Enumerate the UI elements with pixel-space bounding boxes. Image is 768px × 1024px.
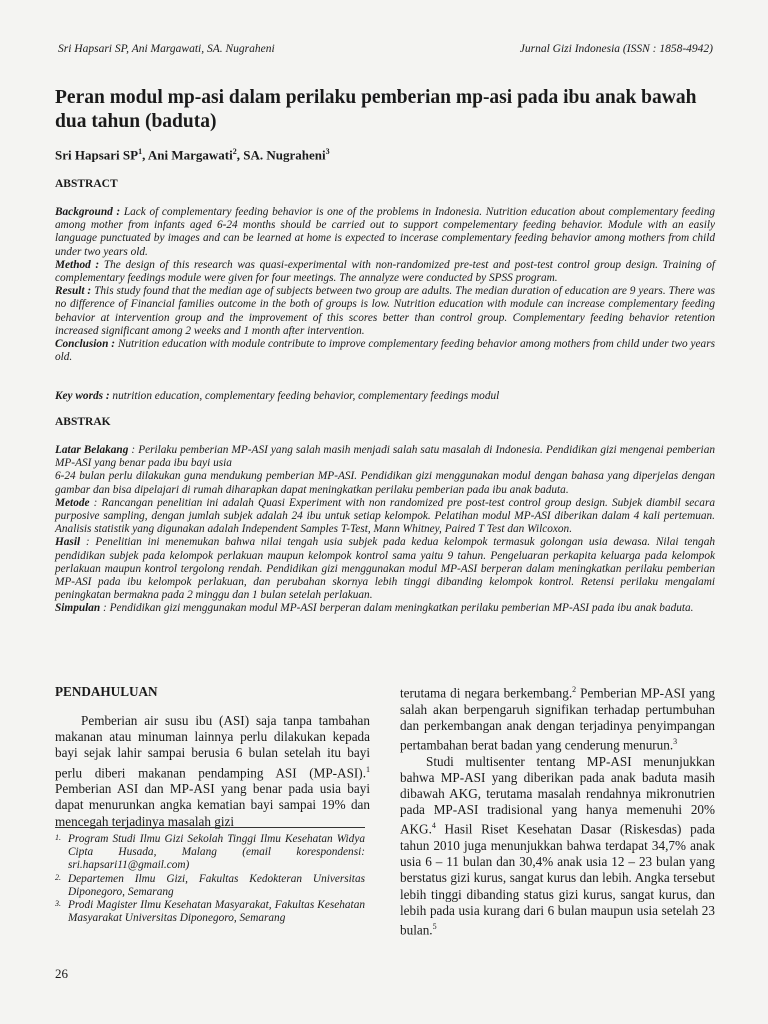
abstract-method-label: Method : [55, 258, 100, 271]
footnote [55, 899, 365, 925]
intro-text: Hasil Riset Kesehatan Dasar (Riskesdas) pada tahun 2010 juga menunjukkan bahwa terdapat 34,7% anak usia 6 – 11 bulan dan 30,4% anak usia 12 – 23 bulan yang berstatus gizi kurus, sangat kurus dan lebih. Angka tersebut lebih tinggi dibanding status gizi kurus, sangat kurus, dan lebih pada usia kurang dari 6 bulan maupun usia setelah 23 bulan. [400, 821, 715, 938]
intro-paragraph [55, 713, 370, 830]
intro-left-column [55, 713, 370, 830]
abstrak-hasil-label: Hasil [55, 536, 81, 549]
keywords-text: nutrition education, complementary feeding behavior, complementary feedings modul [109, 390, 500, 402]
intro-text: terutama di negara berkembang. [400, 685, 573, 701]
abstract-background-text: Lack of complementary feeding behavior is one of the problems in Indonesia. Nutrition education about complementary feeding among mother from infants aged 6-24 months should be carried out to support compelementary feeding behavior. Module with an easily language punctuated by images and can be learned at home is expected to incerase complementary feeding behavior among mothers from child under two years old. [55, 206, 716, 258]
footnote-divider [55, 827, 365, 828]
affiliation-footnotes [55, 833, 365, 925]
abstract-method-text: The design of this research was quasi-experimental with non-randomized pre-test and post-test control group design. Training of complementary feedings module were given for four meetings. The annalyze were conducted by SPSS program. [55, 258, 715, 285]
abstract-heading: ABSTRACT [55, 178, 118, 190]
author-name: Sri Hapsari SP [55, 147, 139, 163]
abstrak-simpulan-label: Simpulan [55, 602, 101, 615]
abstract-result [55, 285, 715, 338]
abstract-conclusion-label: Conclusion : [55, 338, 115, 351]
article-title: Peran modul mp-asi dalam perilaku pemberian mp-asi pada ibu anak bawah dua tahun (baduta) [55, 87, 697, 132]
author-name: Ani Margawati [147, 147, 233, 163]
author-separator: , [236, 147, 244, 163]
citation-mark: 3 [673, 737, 678, 746]
abstract-result-text: This study found that the median age of subjects between two group are adults. The median duration of education are 9 years. There was no difference of Financial families outcome in the both of groups is low. Nutrition education with module can increase complementary feeding behavior at intervention group and the improvement of this scores better than control group. Complementary feeding behavior retention increased significant among 2 weeks and 1 month after intervention. [55, 285, 716, 337]
abstrak-metode-label: Metode [55, 496, 90, 509]
abstrak-latar-label: Latar Belakang [55, 444, 129, 456]
abstract-background [55, 206, 715, 259]
citation-mark: 1 [366, 764, 370, 774]
abstract-conclusion-text: Nutrition education with module contribute to improve complementary feeding behavior among mothers from child under two years old. [55, 338, 715, 364]
intro-text: Pemberian air susu ibu (ASI) saja tanpa tambahan makanan atau minuman lainnya perlu dilakukan kepada bayi sejak lahir sampai berusia 6 bulan setelah itu bayi perlu diberi makanan pendamping ASI (MP-ASI). [55, 713, 370, 780]
abstract-result-label: Result : [55, 285, 92, 298]
intro-paragraph [400, 754, 715, 939]
footnote [55, 873, 365, 899]
abstract-body [55, 206, 715, 364]
citation-mark: 5 [432, 922, 437, 932]
citation-mark: 4 [431, 821, 436, 831]
intro-right-column [400, 682, 715, 939]
running-header-journal: Jurnal Gizi Indonesia (ISSN : 1858-4942) [519, 43, 713, 55]
intro-text: Pemberian ASI dan MP-ASI yang benar pada usia bayi dapat menurunkan angka kematian bayi sampai 19% dan mencegah terjadinya masalah gizi [55, 781, 370, 829]
footnote [55, 833, 365, 873]
author-affiliation-mark: 1 [138, 147, 143, 156]
abstrak-hasil [55, 536, 715, 602]
abstrak-body [55, 444, 715, 616]
author-affiliation-mark: 2 [232, 147, 237, 156]
intro-paragraph [400, 682, 715, 754]
page-number: 26 [55, 966, 68, 981]
citation-mark: 2 [572, 685, 577, 694]
author-affiliation-mark: 3 [325, 147, 330, 156]
footnote-number: 1. [55, 833, 61, 842]
section-heading-introduction: PENDAHULUAN [55, 684, 158, 699]
footnote-text: Program Studi Ilmu Gizi Sekolah Tinggi Ilmu Kesehatan Widya Cipta Husada, Malang (email korespondensi: sri.hapsari11@gmail.com) [68, 833, 365, 872]
abstract-method [55, 259, 715, 285]
running-header-authors: Sri Hapsari SP, Ani Margawati, SA. Nugraheni [58, 43, 275, 55]
keywords [55, 390, 715, 402]
abstrak-metode [55, 497, 715, 537]
footnote-text: Prodi Magister Ilmu Kesehatan Masyarakat, Fakultas Kesehatan Masyarakat Universitas Diponegoro, Semarang [68, 899, 365, 925]
abstract-background-label: Background : [55, 206, 121, 218]
abstrak-latar-text: : Perilaku pemberian MP-ASI yang salah masih menjadi salah satu masalah di Indonesia. Pendidikan gizi mengenai pemberian MP-ASI yang benar pada ibu bayi usia [55, 444, 715, 470]
abstract-conclusion [55, 338, 715, 364]
footnote-number: 3. [55, 899, 61, 909]
abstrak-simpulan-text: : Pendidikan gizi menggunakan modul MP-ASI berperan dalam meningkatkan perilaku pemberian MP-ASI pada ibu anak baduta. [100, 602, 694, 615]
keywords-label: Key words : [55, 390, 110, 402]
abstrak-latar-continued: 6-24 bulan perlu dilakukan guna mendukung pemberian MP-ASI. Pendidikan gizi menggunakan modul dengan bahasa yang diperjelas dengan gambar dan bisa dipelajari di rumah diharapkan dapat meningkatkan perilaku pemberian pada ibu anak baduta. [55, 470, 715, 496]
author-name: SA. Nugraheni [243, 147, 326, 163]
footnote-text: Departemen Ilmu Gizi, Fakultas Kedokteran Universitas Diponegoro, Semarang [68, 872, 365, 898]
abstrak-metode-text: : Rancangan penelitian ini adalah Quasi Experiment with non randomized pre post-test control group design. Subjek diambil secara purposive sampling, dengan jumlah subjek adalah 24 ibu untuk setiap kelompok. Pelatihan modul MP-ASI diberikan dalam 4 kali pertemuan. Analisis statistik yang digunakan adalah Independent Samples T-Test, Mann Whitney, Paired T Test dan Wilcoxon. [55, 496, 715, 536]
abstrak-simpulan [55, 602, 715, 615]
abstrak-hasil-text: : Penelitian ini menemukan bahwa nilai tengah usia subjek pada kedua kelompok termasuk golongan usia dewasa. Nilai tengah pendidikan subjek pada kelompok perlakuan maupun kelompok kontrol sama yaitu 9 tahun. Pengeluaran perkapita keluarga pada kelompok perlakuan maupun kontrol tergolong rendah. Pendidikan gizi menggunakan modul MP-ASI berperan dalam meningkatkan perilaku pemberian MP-ASI pada ibu kelompok perlakuan, dan perubahan skornya lebih tinggi dibanding kelompok kontrol. Retensi perilaku mengalami peningkatan bermakna pada 2 minggu dan 1 bulan setelah perlakuan. [55, 536, 715, 602]
intro-text: Studi multisenter tentang MP-ASI menunjukkan bahwa MP-ASI yang diberikan pada anak baduta masih dibawah AKG, terutama masalah rendahnya mikronutrien pada MP-ASI tradisional yang hanya memenuhi 20% AKG. [400, 753, 715, 837]
author-list [55, 147, 330, 163]
abstrak-latar [55, 444, 715, 470]
footnote-number: 2. [55, 872, 61, 882]
abstrak-heading: ABSTRAK [55, 416, 111, 428]
intro-text: Pemberian MP-ASI yang salah akan berpengaruh signifikan terhadap pertumbuhan dan perkembangan anak dengan terjadinya penyimpangan pertambahan berat badan yang cenderung menurun. [400, 685, 715, 753]
author-separator: , [142, 147, 148, 163]
